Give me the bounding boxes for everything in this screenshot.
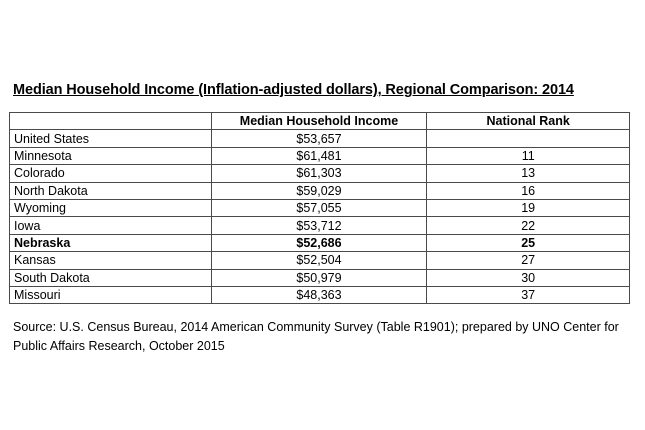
header-national-rank: National Rank bbox=[427, 113, 630, 130]
region-name: North Dakota bbox=[10, 182, 212, 199]
region-name: Wyoming bbox=[10, 199, 212, 216]
table-row bbox=[10, 165, 630, 182]
table-row bbox=[10, 286, 630, 303]
region-name: Kansas bbox=[10, 252, 212, 269]
national-rank: 30 bbox=[427, 269, 630, 286]
region-name: Colorado bbox=[10, 165, 212, 182]
table-row bbox=[10, 217, 630, 234]
header-median-income: Median Household Income bbox=[211, 113, 427, 130]
region-name: Iowa bbox=[10, 217, 212, 234]
header-row bbox=[10, 113, 630, 130]
median-income: $52,686 bbox=[211, 234, 427, 251]
table-row-highlighted bbox=[10, 234, 630, 251]
region-name: Minnesota bbox=[10, 147, 212, 164]
median-income: $61,303 bbox=[211, 165, 427, 182]
region-name: Nebraska bbox=[10, 234, 212, 251]
table-row bbox=[10, 182, 630, 199]
median-income: $52,504 bbox=[211, 252, 427, 269]
median-income: $61,481 bbox=[211, 147, 427, 164]
region-name: United States bbox=[10, 130, 212, 147]
income-table bbox=[9, 112, 630, 304]
median-income: $48,363 bbox=[211, 286, 427, 303]
median-income: $50,979 bbox=[211, 269, 427, 286]
national-rank: 22 bbox=[427, 217, 630, 234]
table-row bbox=[10, 130, 630, 147]
table-row bbox=[10, 147, 630, 164]
national-rank bbox=[427, 130, 630, 147]
table-title: Median Household Income (Inflation-adjusted dollars), Regional Comparison: 2014 bbox=[13, 82, 574, 98]
national-rank: 16 bbox=[427, 182, 630, 199]
national-rank: 11 bbox=[427, 147, 630, 164]
median-income: $59,029 bbox=[211, 182, 427, 199]
region-name: South Dakota bbox=[10, 269, 212, 286]
national-rank: 37 bbox=[427, 286, 630, 303]
median-income: $57,055 bbox=[211, 199, 427, 216]
national-rank: 25 bbox=[427, 234, 630, 251]
median-income: $53,657 bbox=[211, 130, 427, 147]
table-row bbox=[10, 269, 630, 286]
national-rank: 19 bbox=[427, 199, 630, 216]
national-rank: 27 bbox=[427, 252, 630, 269]
region-name: Missouri bbox=[10, 286, 212, 303]
national-rank: 13 bbox=[427, 165, 630, 182]
table-row bbox=[10, 252, 630, 269]
table-row bbox=[10, 199, 630, 216]
median-income: $53,712 bbox=[211, 217, 427, 234]
source-note: Source: U.S. Census Bureau, 2014 American Community Survey (Table R1901); prepared by UNO Center for Public Affairs Research, October 2015 bbox=[13, 320, 619, 353]
header-region bbox=[10, 113, 212, 130]
